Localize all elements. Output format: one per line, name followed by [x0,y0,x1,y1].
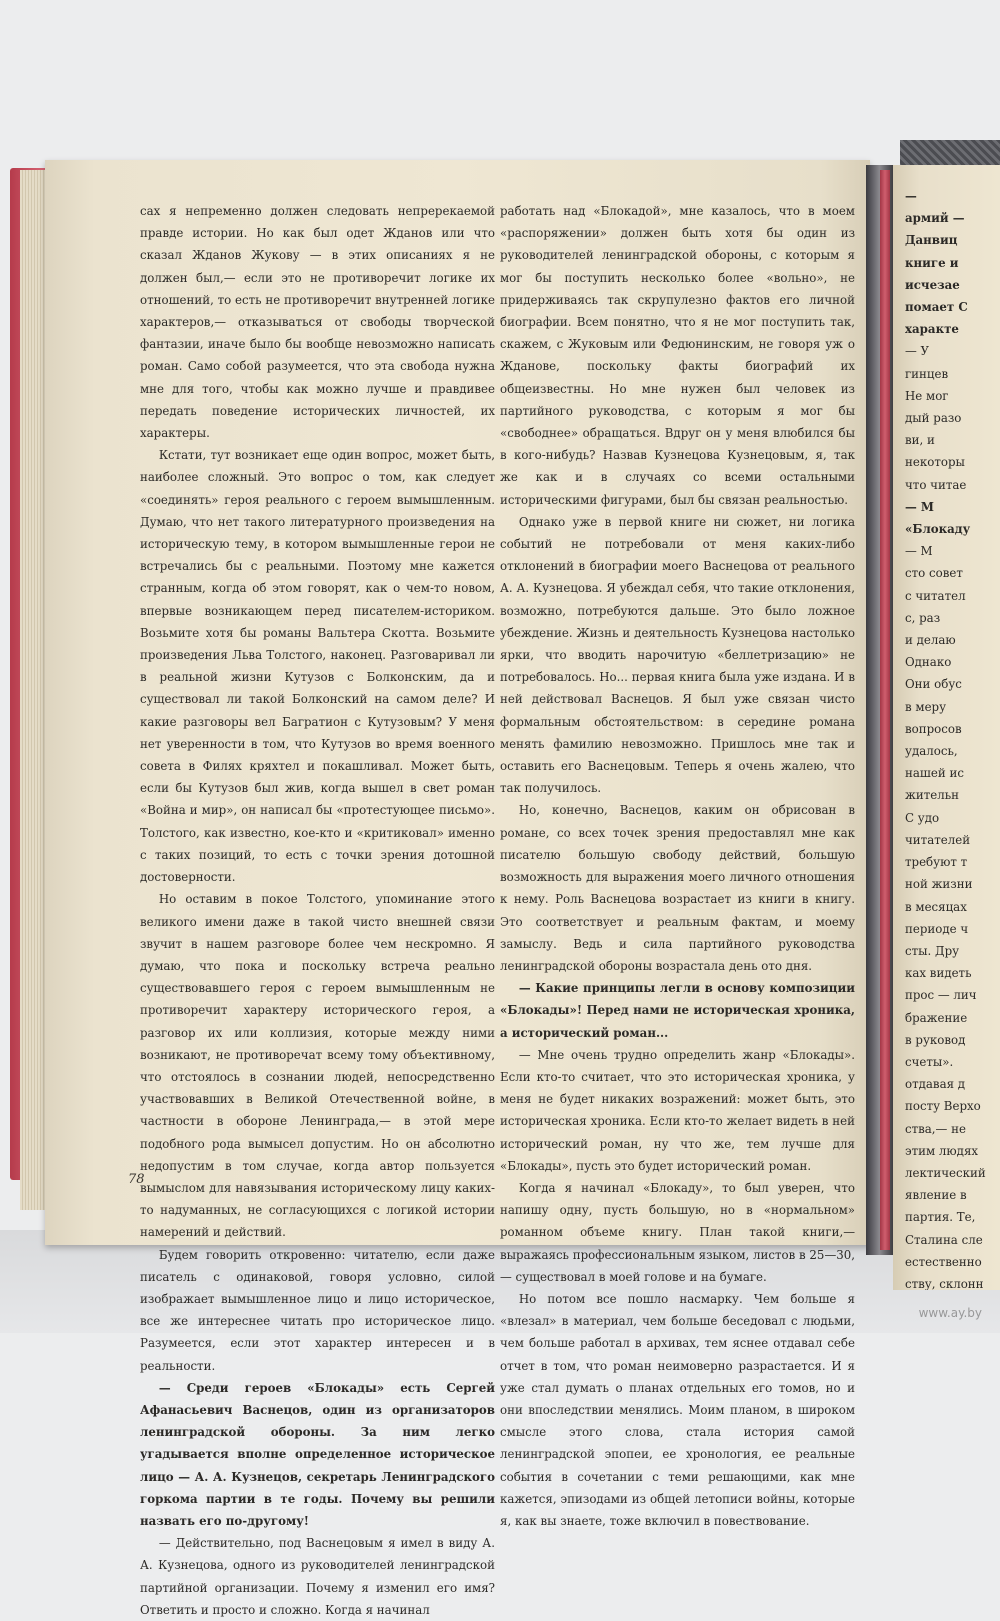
text-fragment: прос — лич [905,988,977,1003]
text-fragment: с читател [905,588,966,603]
paragraph: — Мне очень трудно определить жанр «Блокады». Если кто-то считает, что это историческая хроника, у меня не будет никаких возражений: может быть, это историческая хроника. Если кто-то желает видеть в ней исторический роман, ну что же, тем лучше для «Блокады», пусть это будет исторический роман. [500,1047,855,1173]
interview-question: — Какие принципы легли в основу композиции «Блокады»! Перед нами не историческая хроника, а исторический роман... [500,981,855,1040]
text-fragment: явление в [905,1188,967,1203]
right-page-text [905,185,1000,1290]
text-fragment: характе [905,322,959,337]
watermark: www.ay.by [918,1306,982,1320]
text-fragment: исчезае [905,277,960,292]
text-fragment: вопросов [905,721,962,736]
text-fragment: Они обус [905,677,962,692]
text-fragment: сто совет [905,566,963,581]
text-fragment: ви, и [905,433,935,448]
text-fragment: Данвиц [905,233,958,248]
paragraph: сах я непременно должен следовать непререкаемой правде истории. Но как был одет Жданов или что сказал Жданов Жукову — в этих описаниях я не должен был,— если это не противоречит логике их отношений, то есть не противоречит внутренней логике характеров,— отказываться от свободы творческой фантазии, иначе было бы вообще невозможно написать роман. Само собой разумеется, что эта свобода нужна мне для того, чтобы как можно лучше и правдивее передать поведение исторических личностей, их характеры. [140,204,495,441]
text-fragment: посту Верхо [905,1099,981,1114]
text-fragment: «Блокаду [905,522,971,537]
text-column-left [140,200,495,1621]
paragraph: Но, конечно, Васнецов, каким он обрисован в романе, со всех точек зрения предоставлял мне как писателю большую свободу действий, большую возможность для выражения моего личного отношения к нему. Роль Васнецова возрастает из книги в книгу. Это соответствует и реальным фактам, и моему замыслу. Ведь и сила партийного руководства ленинградской обороны возрастала день ото дня. [500,803,855,973]
text-fragment: — У [905,344,930,359]
paragraph: — Действительно, под Васнецовым я имел в виду А. А. Кузнецова, одного из руководителей ленинградской партийной организации. Почему я изменил его имя? Ответить и просто и сложно. Когда я начинал [140,1536,495,1617]
book-spine-band [880,170,890,1250]
text-fragment: бражение [905,1010,968,1025]
text-fragment: ству, склонн [905,1276,984,1290]
text-fragment: требуют т [905,855,968,870]
paragraph: Кстати, тут возникает еще один вопрос, может быть, наиболее сложный. Это вопрос о том, как следует «соединять» героя реального с героем вымышленным. Думаю, что нет такого литературного произведения на историческую тему, в котором вымышленные герои не встречались бы с реальными. Поэтому мне кажется странным, когда об этом говорят, как о чем-то новом, впервые возникающем перед писателем-историком. Возьмите хотя бы романы Вальтера Скотта. Возьмите произведения Льва Толстого, наконец. Разговаривал ли в реальной жизни Кутузов с Болконским, да и существовал ли такой Болконский на самом деле? И какие разговоры вел Багратион с Кутузовым? У меня нет уверенности в том, что Кутузов во время военного совета в Филях кряхтел и покашливал. Может быть, если бы Кутузов был жив, когда вышел в свет роман «Война и мир», он написал бы «протестующее письмо». Толстого, как известно, кое-кто и «критиковал» именно с таких позиций, то есть с точки зрения дотошной достоверности. [140,448,495,885]
text-fragment: гинцев [905,366,949,381]
page-number: 78 [128,1172,145,1187]
paragraph: работать над «Блокадой», мне казалось, что в моем «распоряжении» должен быть хотя бы один из руководителей ленинградской обороны, с которым я мог бы поступить несколько более «вольно», не придерживаясь так скрупулезно фактов его личной биографии. Всем понятно, что я не мог поступить так, скажем, с Жуковым или Федюнинским, не говоря уж о Жданове, поскольку факты биографий их общеизвестны. Но мне нужен был человек из партийного руководства, с которым я мог бы «свободнее» обращаться. Вдруг он у меня влюбился бы в кого-нибудь? Назвав Кузнецова Кузнецовым, я, так же как и в случаях со всеми остальными историческими фигурами, был бы связан реальностью. [500,204,855,507]
text-fragment: и делаю [905,633,956,648]
text-fragment: отдавая д [905,1077,966,1092]
interview-question: — Среди героев «Блокады» есть Сергей Афанасьевич Васнецов, один из организаторов ленинградской обороны. За ним легко угадывается вполне определенное историческое лицо — А. А. Кузнецов, секретарь Ленинградского горкома партии в те годы. Почему вы решили назвать его по-другому! [140,1380,495,1528]
paragraph: Но потом все пошло насмарку. Чем больше я «влезал» в материал, чем больше беседовал с людьми, чем больше работал в архивах, тем яснее отдавал себе отчет в том, что роман неимоверно разрастается. И я уже стал думать о планах отдельных его томов, но и они впоследствии менялись. Моим планом, в широком смысле этого слова, стала история самой ленинградской эпопеи, ее хронология, ее реальные события в сочетании с теми решающими, как мне кажется, эпизодами из общей летописи войны, которые я, как вы знаете, тоже включил в повествование. [500,1291,855,1528]
text-fragment: ства,— не [905,1121,966,1136]
text-fragment: С удо [905,810,940,825]
text-fragment: Сталина сле [905,1232,983,1247]
text-fragment: — [905,189,917,203]
text-fragment: в месяцах [905,899,967,914]
text-fragment: сты. Дру [905,943,960,958]
text-fragment: — М [905,499,934,514]
text-fragment: помает С [905,300,968,315]
text-fragment: лектический [905,1165,986,1180]
text-fragment: нашей ис [905,766,964,781]
text-fragment: с, раз [905,610,941,625]
text-fragment: счеты». [905,1054,954,1069]
text-column-right [500,200,855,1532]
text-fragment: Однако [905,655,952,670]
text-fragment: партия. Те, [905,1210,976,1225]
text-fragment: дый разо [905,411,962,426]
text-fragment: периоде ч [905,921,969,936]
text-fragment: читателей [905,832,971,847]
text-fragment: естественно [905,1254,982,1269]
paragraph: Однако уже в первой книге ни сюжет, ни логика событий не потребовали от меня каких-либо отклонений в биографии моего Васнецова от реального А. А. Кузнецова. Я убеждал себя, что такие отклонения, возможно, потребуются дальше. Это было ложное убеждение. Жизнь и деятельность Кузнецова настолько ярки, что вводить нарочитую «беллетризацию» не потребовалось. Но... первая книга была уже издана. И в ней действовал Васнецов. Я был уже связан чисто формальным обстоятельством: в середине романа менять фамилию невозможно. Пришлось мне так и оставить его Васнецовым. Теперь я очень жалею, что так получилось. [500,514,855,796]
text-fragment: в меру [905,699,947,714]
text-fragment: этим людях [905,1143,979,1158]
paragraph: Будем говорить откровенно: читателю, если даже писатель с одинаковой, говоря условно, силой изображает вымышленное лицо и лицо историческое, все же интереснее читать про историческое лицо. Разумеется, если этот характер интересен и в реальности. [140,1247,495,1373]
text-fragment: Не мог [905,388,949,403]
text-fragment: что читае [905,477,967,492]
text-fragment: книге и [905,255,959,270]
text-fragment: в руковод [905,1032,966,1047]
text-fragment: ках видеть [905,966,972,981]
paragraph: Когда я начинал «Блокаду», то был уверен, что напишу одну, пусть большую, но в «нормальном» романном объеме книгу. План такой книги,— выражаясь профессиональным языком, листов в 25—30,— существовал в моей голове и на бумаге. [500,1180,855,1284]
text-fragment: некоторы [905,455,965,470]
text-fragment: жительн [905,788,960,803]
right-page [893,165,1000,1290]
text-fragment: армий — [905,211,965,226]
text-fragment: удалось, [905,744,958,759]
paragraph: Но оставим в покое Толстого, упоминание этого великого имени даже в такой чисто внешней связи звучит в нашем разговоре более чем нескромно. Я думаю, что пока и поскольку встреча реально существовавшего героя с героем вымышленным не противоречит характеру исторического героя, а разговор их или коллизия, которые между ними возникают, не противоречат всему тому объективному, что отстоялось в сознании людей, непосредственно участвовавших в Великой Отечественной войне, в частности в обороне Ленинграда,— в этой мере подобного рода вымысел допустим. Но он абсолютно недопустим в том случае, когда автор пользуется вымыслом для навязывания историческому лицу каких-то надуманных, не согласующихся с логикой истории намерений и действий. [140,892,495,1240]
text-fragment: — М [905,544,933,559]
text-fragment: ной жизни [905,877,973,892]
